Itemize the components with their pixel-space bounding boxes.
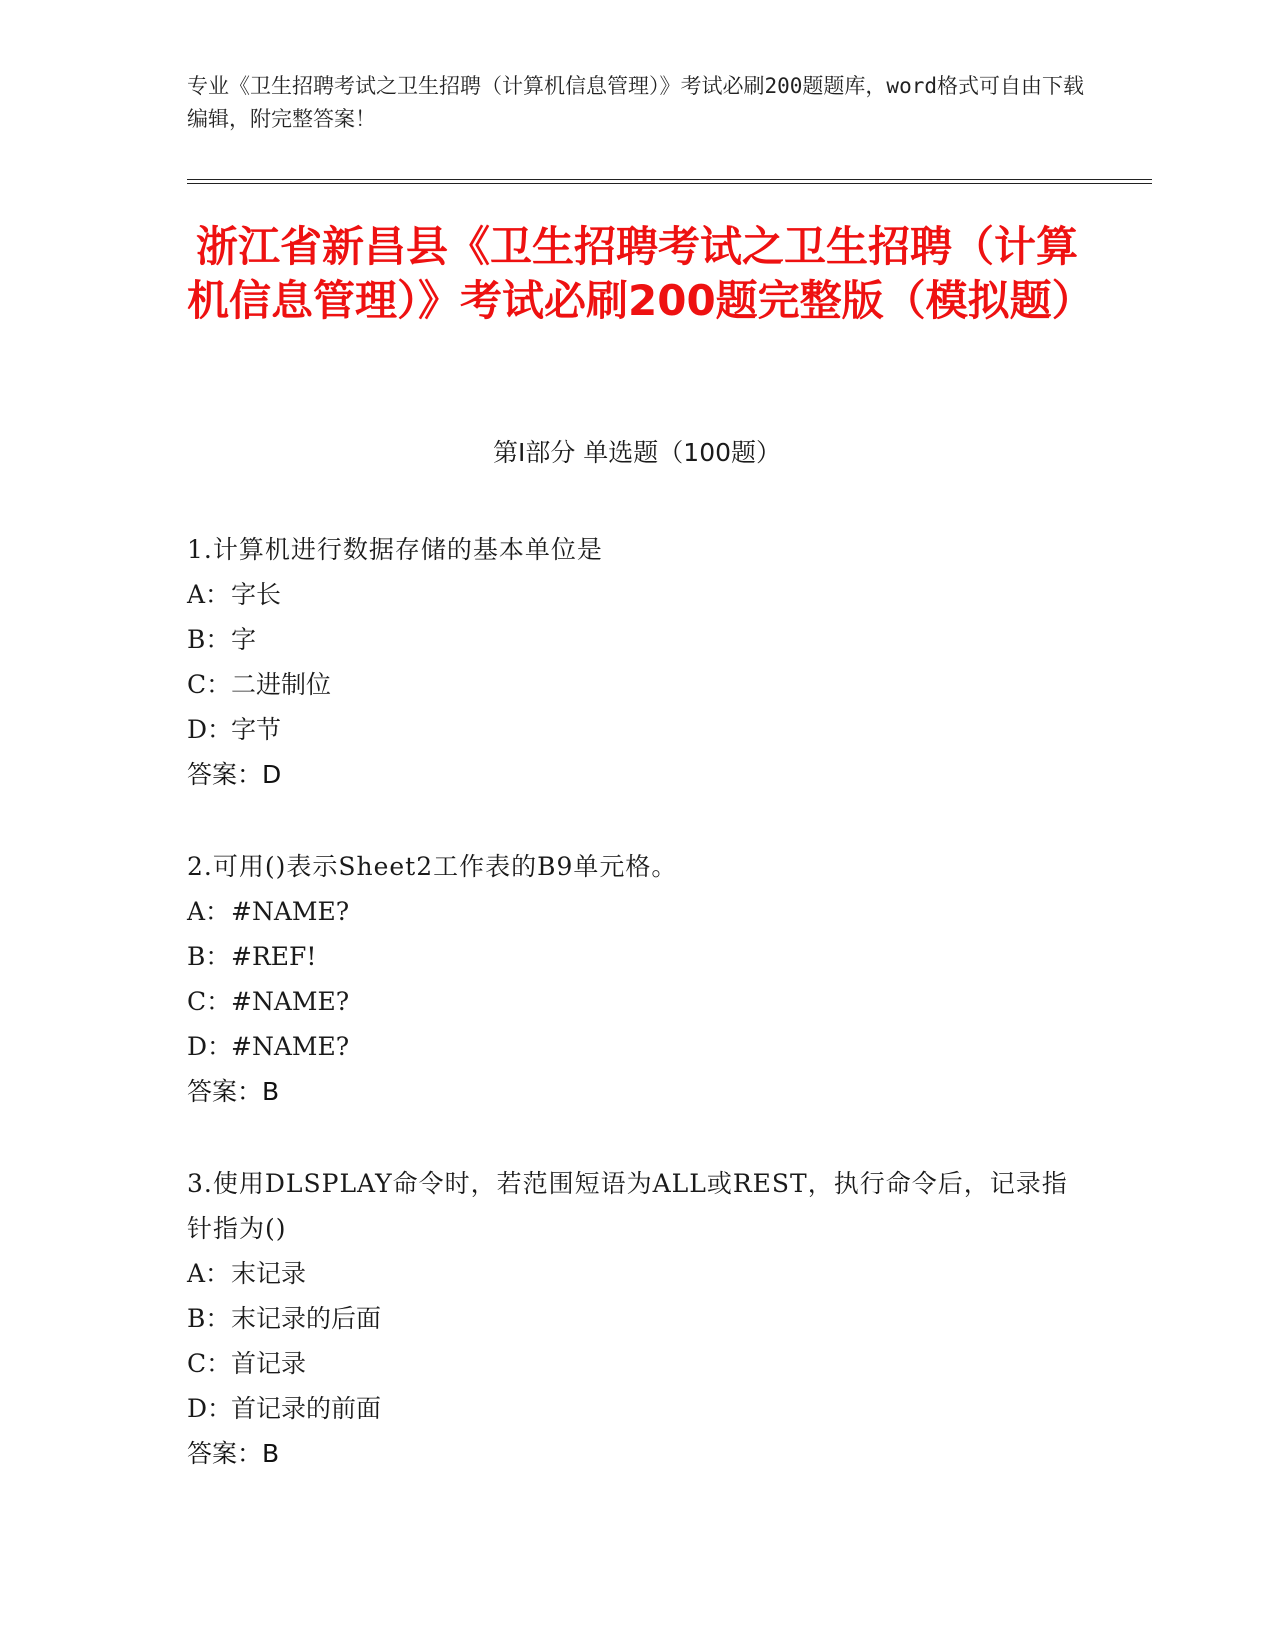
option-text: #REF! — [231, 942, 317, 971]
question-list — [187, 527, 1087, 1523]
option-label: D： — [187, 1032, 233, 1061]
option-text: #NAME? — [231, 897, 350, 926]
option-label: B： — [187, 942, 231, 971]
option-label: D： — [187, 715, 233, 744]
option-c — [187, 979, 1087, 1024]
option-label: B： — [187, 625, 231, 654]
section-heading: 第Ⅰ部分 单选题（100题） — [492, 438, 782, 467]
question-stem: 1.计算机进行数据存储的基本单位是 — [187, 535, 603, 564]
option-text: #NAME? — [231, 1032, 350, 1061]
option-d — [187, 1024, 1087, 1069]
option-label: D： — [187, 1394, 233, 1423]
option-a — [187, 572, 1087, 617]
option-b — [187, 934, 1087, 979]
option-c — [187, 1341, 1087, 1386]
option-label: A： — [187, 580, 231, 609]
option-text: 字 — [231, 625, 257, 654]
option-c — [187, 662, 1087, 707]
option-text: 首记录 — [231, 1349, 307, 1378]
question-stem: 2.可用()表示Sheet2工作表的B9单元格。 — [187, 852, 678, 881]
option-text: 末记录的后面 — [231, 1304, 382, 1333]
option-label: C： — [187, 670, 232, 699]
option-text: 首记录的前面 — [231, 1394, 382, 1423]
answer-line: 答案：B — [187, 1439, 280, 1468]
answer-line: 答案：D — [187, 760, 282, 789]
option-label: A： — [187, 897, 231, 926]
option-a — [187, 889, 1087, 934]
question-item — [187, 527, 1087, 797]
option-label: C： — [187, 1349, 232, 1378]
option-d — [187, 707, 1087, 752]
option-label: A： — [187, 1259, 231, 1288]
option-b — [187, 617, 1087, 662]
option-text: 字节 — [231, 715, 282, 744]
answer-line: 答案：B — [187, 1077, 280, 1106]
option-text: 字长 — [231, 580, 282, 609]
header-note: 专业《卫生招聘考试之卫生招聘（计算机信息管理）》考试必刷200题题库，word格式可自由下载编辑，附完整答案！ — [187, 74, 1084, 131]
question-item — [187, 1161, 1087, 1476]
option-text: 末记录 — [231, 1259, 307, 1288]
header-divider-bottom — [187, 183, 1152, 184]
option-label: B： — [187, 1304, 231, 1333]
header-divider-top — [187, 179, 1152, 180]
option-text: #NAME? — [231, 987, 350, 1016]
document-title: 浙江省新昌县《卫生招聘考试之卫生招聘（计算机信息管理）》考试必刷200题完整版（模拟题） — [187, 222, 1094, 325]
option-a — [187, 1251, 1087, 1296]
option-d — [187, 1386, 1087, 1431]
question-stem: 3.使用DLSPLAY命令时，若范围短语为ALL或REST，执行命令后，记录指针指为() — [187, 1169, 1068, 1243]
question-item — [187, 844, 1087, 1114]
option-label: C： — [187, 987, 232, 1016]
option-text: 二进制位 — [231, 670, 332, 699]
option-b — [187, 1296, 1087, 1341]
